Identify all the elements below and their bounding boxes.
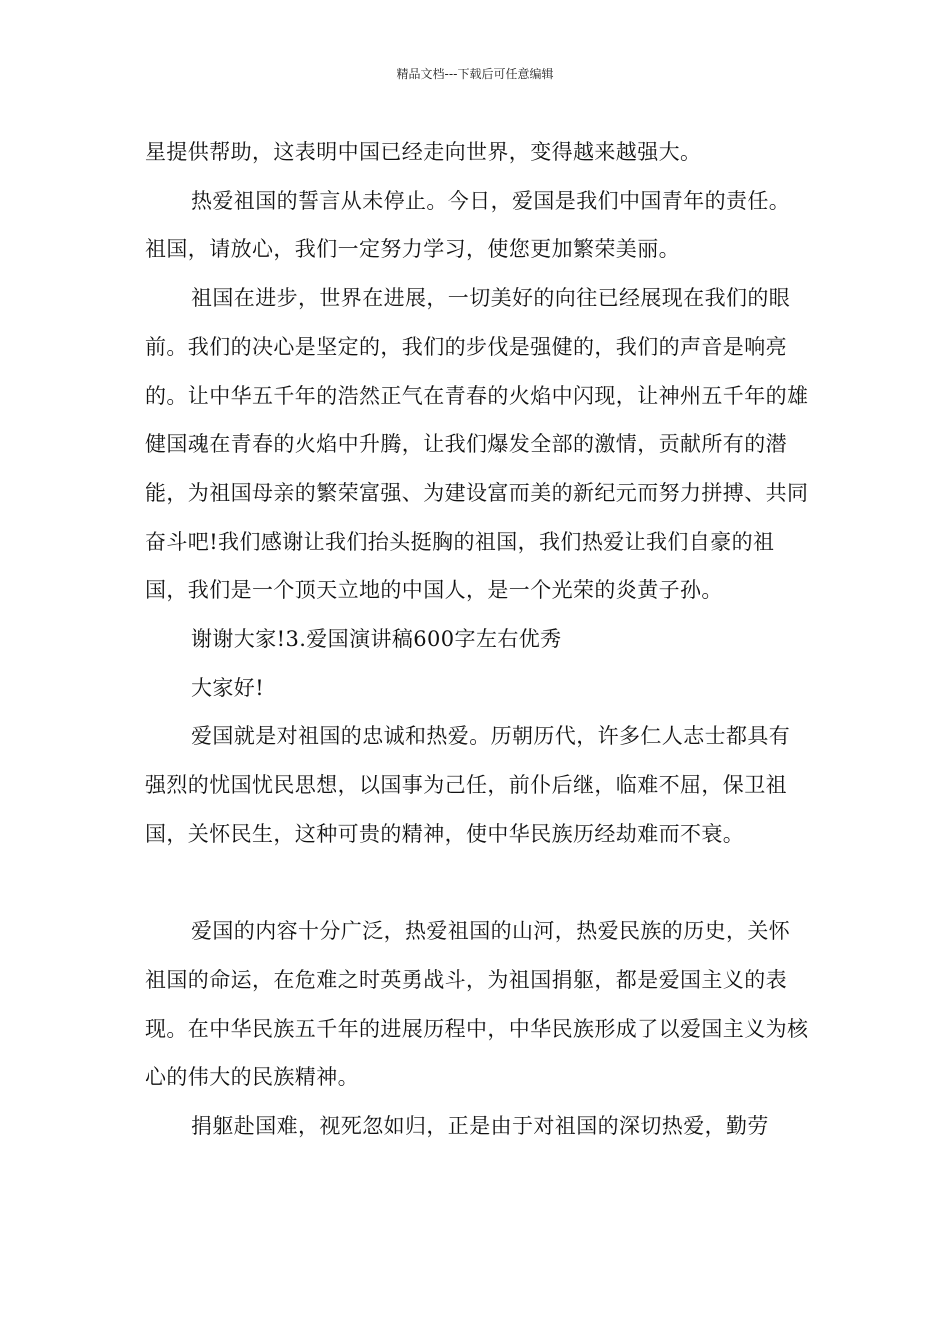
- paragraph-loyalty: 爱国就是对祖国的忠诚和热爱。历朝历代，许多仁人志士都具有强烈的忧国忧民思想，以国事为己任，前仆后继，临难不屈，保卫祖国，关怀民生，这种可贵的精神，使中华民族历经劫难而不衰。: [145, 724, 791, 846]
- paragraph-sacrifice: 捐躯赴国难，视死忽如归，正是由于对祖国的深切热爱，勤劳: [191, 1114, 769, 1139]
- paragraph-oath: 热爱祖国的誓言从未停止。今日，爱国是我们中国青年的责任。祖国，请放心，我们一定努力学习，使您更加繁荣美丽。: [145, 188, 791, 262]
- paragraph-content: 爱国的内容十分广泛，热爱祖国的山河，热爱民族的历史，关怀祖国的命运，在危难之时英勇战斗，为祖国捐躯，都是爱国主义的表现。在中华民族五千年的进展历程中，中华民族形成了以爱国主义为核心的伟大的民族精神。: [145, 919, 809, 1090]
- document-body: [145, 128, 810, 1151]
- blank-line: [145, 859, 810, 908]
- paragraph-progress: 祖国在进步，世界在进展，一切美好的向往已经展现在我们的眼前。我们的决心是坚定的，我们的步伐是强健的，我们的声音是响亮的。让中华五千年的浩然正气在青春的火焰中闪现，让神州五千年的雄健国魂在青春的火焰中升腾，让我们爆发全部的激情，贡献所有的潜能，为祖国母亲的繁荣富强、为建设富而美的新纪元而努力拼搏、共同奋斗吧!我们感谢让我们抬头挺胸的祖国，我们热爱让我们自豪的祖国，我们是一个顶天立地的中国人，是一个光荣的炎黄子孙。: [145, 286, 809, 603]
- paragraph-thanks-title: 谢谢大家!3.爱国演讲稿600字左右优秀: [191, 627, 562, 652]
- page-header: 精品文档---下载后可任意编辑: [396, 67, 554, 81]
- paragraph-continuation: 星提供帮助，这表明中国已经走向世界，变得越来越强大。: [145, 140, 702, 164]
- paragraph-greeting: 大家好!: [191, 675, 265, 700]
